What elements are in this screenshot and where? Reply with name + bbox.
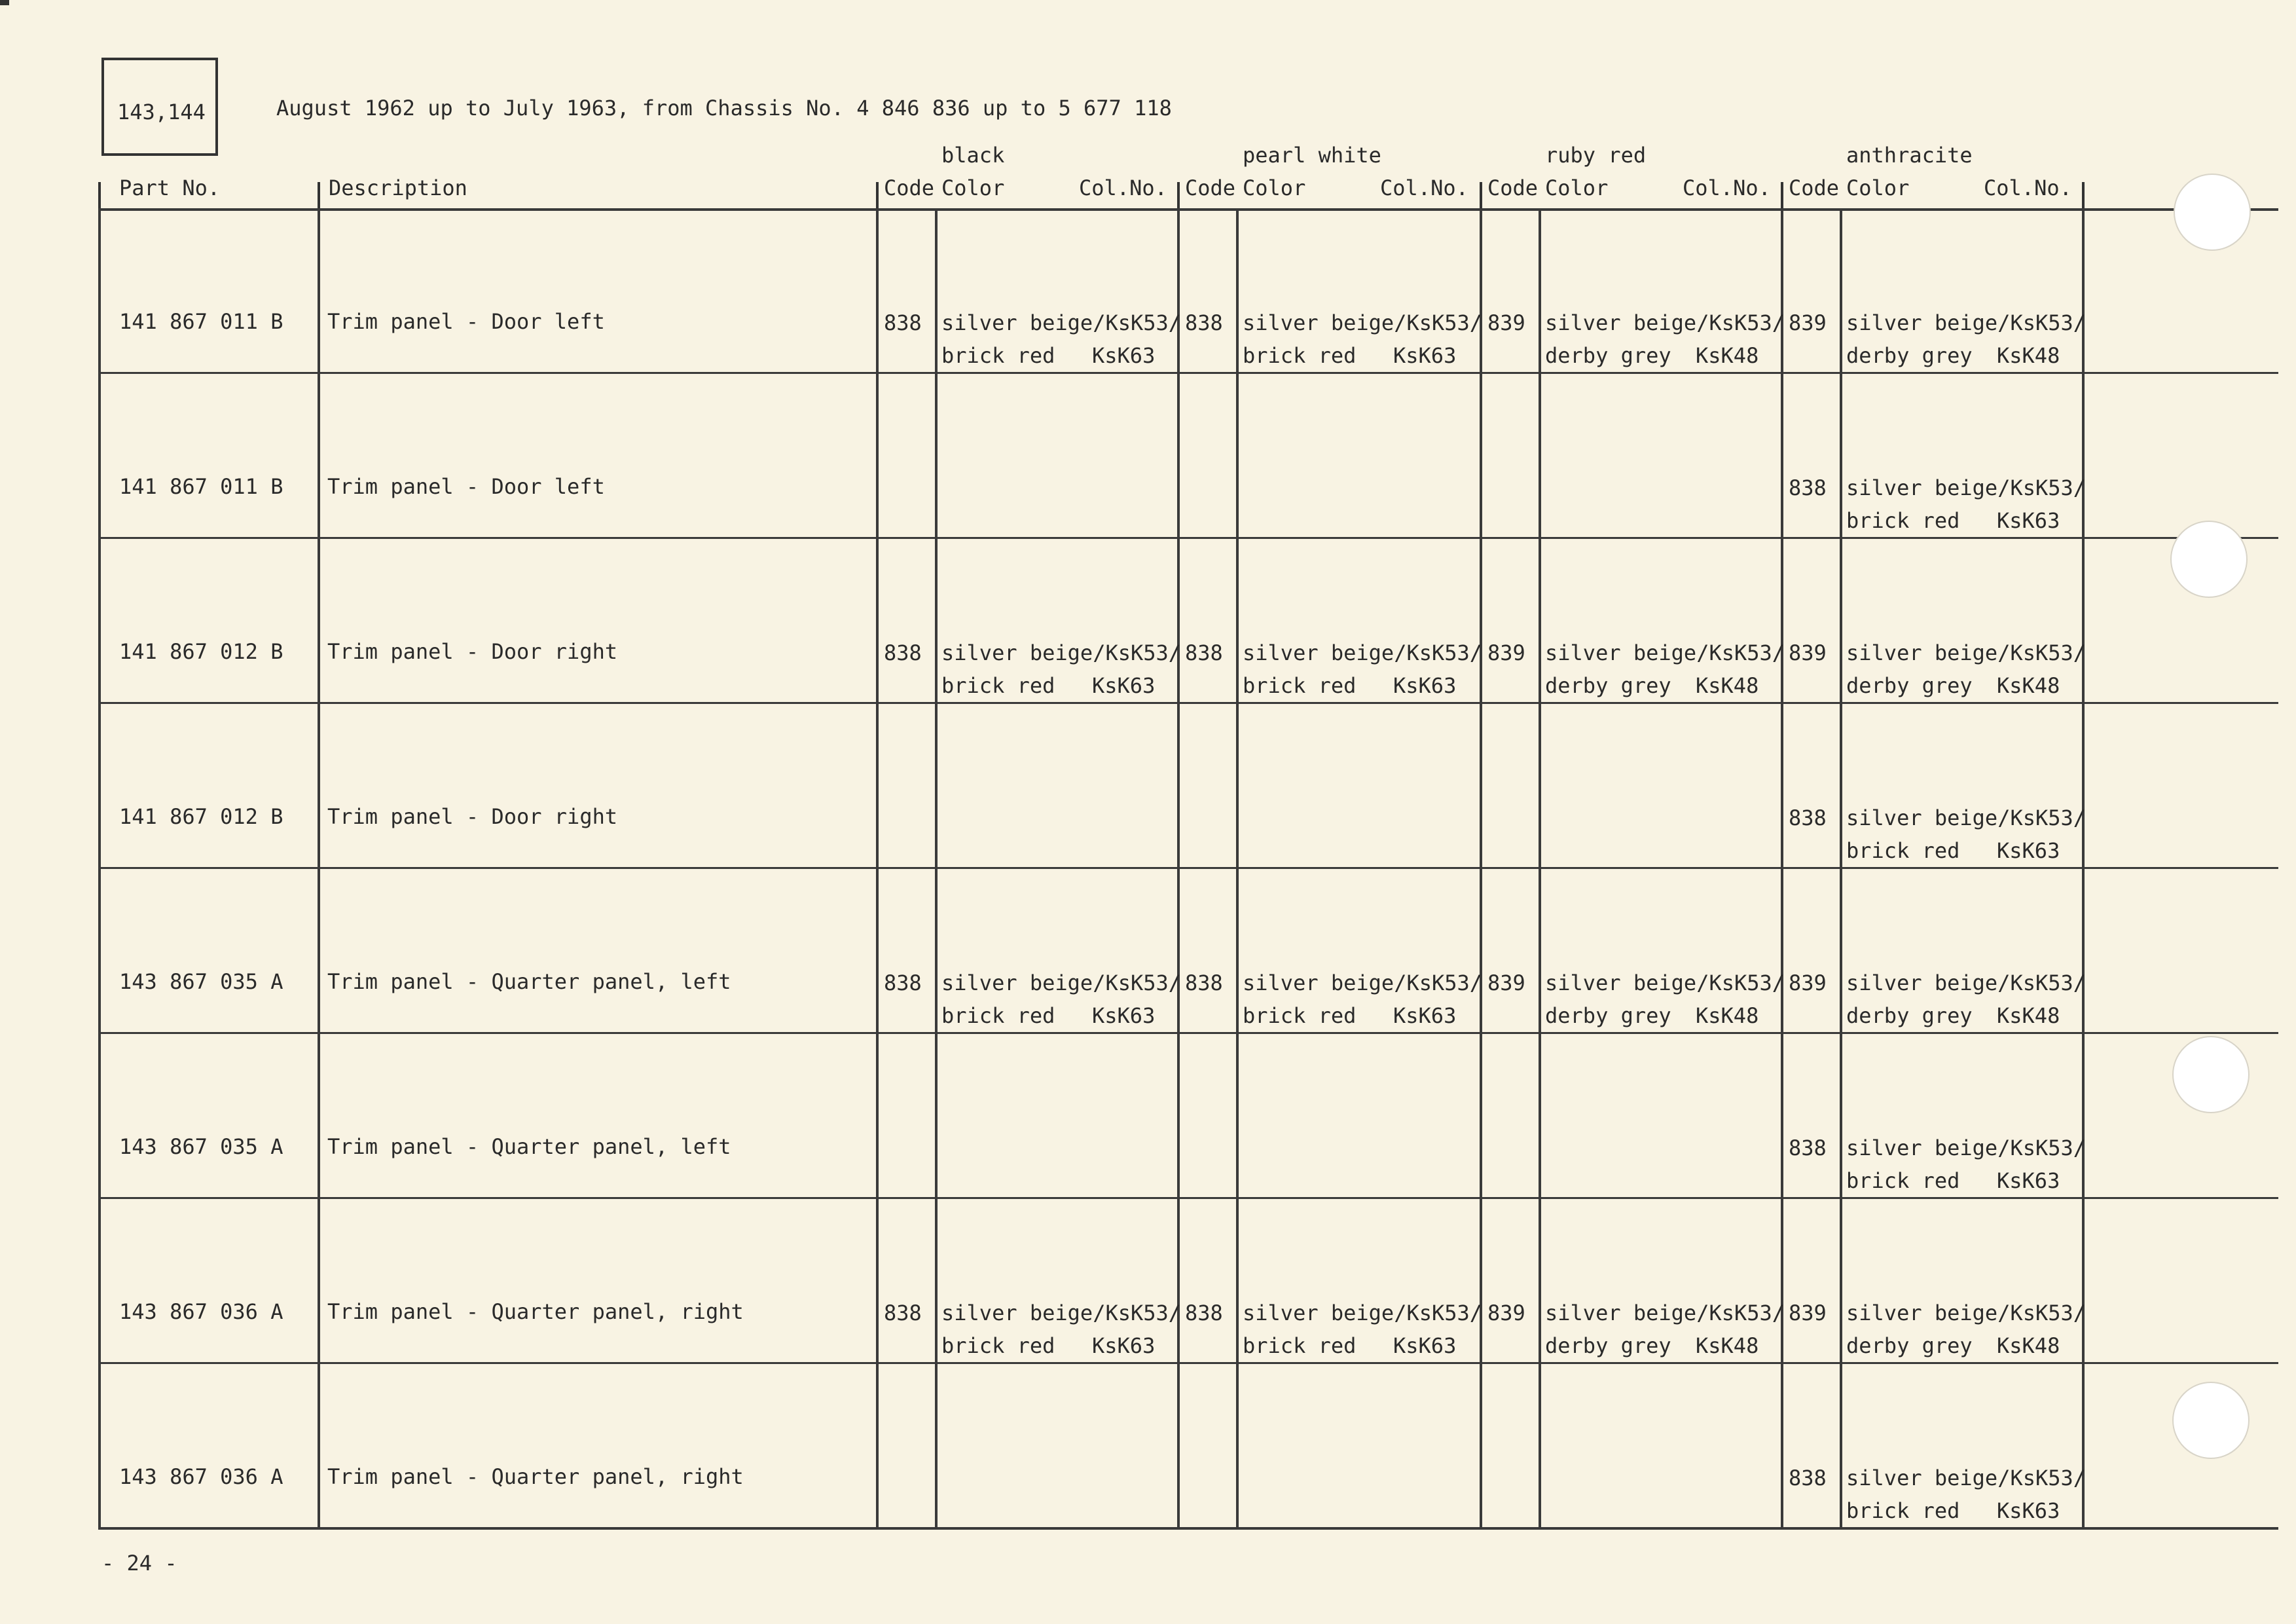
color-name-secondary: derby grey xyxy=(1846,343,1973,368)
color-line-2 xyxy=(1243,999,1482,1032)
color-line-1: silver beige/KsK53/ xyxy=(1846,970,2086,995)
column-divider xyxy=(98,208,101,1528)
color-line-1: silver beige/KsK53/ xyxy=(1243,1301,1483,1325)
part-description: Trim panel - Quarter panel, left xyxy=(327,1134,731,1159)
color-entry xyxy=(1846,802,2086,867)
color-code: 838 xyxy=(1789,475,1827,500)
color-line-2 xyxy=(1545,999,1785,1032)
color-line-1: silver beige/KsK53/ xyxy=(1243,640,1483,665)
color-name-secondary: brick red xyxy=(1243,1333,1357,1358)
header-color: Color xyxy=(1846,175,1910,200)
color-number: KsK48 xyxy=(1997,673,2060,698)
column-divider xyxy=(876,208,879,1528)
color-code: 838 xyxy=(1185,310,1223,335)
color-group-name: anthracite xyxy=(1846,143,1973,168)
color-name-secondary: brick red xyxy=(1846,1498,1960,1523)
color-name-secondary: derby grey xyxy=(1545,1333,1671,1358)
color-line-1: silver beige/KsK53/ xyxy=(1545,970,1785,995)
color-code: 839 xyxy=(1487,640,1525,665)
color-name-secondary: derby grey xyxy=(1545,673,1671,698)
color-number: KsK63 xyxy=(1997,838,2060,863)
color-line-2 xyxy=(1846,504,2086,537)
header-col-no: Col.No. xyxy=(1683,175,1771,200)
header-code: Code xyxy=(1487,175,1539,200)
color-name-secondary: derby grey xyxy=(1846,1003,1973,1028)
color-number: KsK48 xyxy=(1997,1333,2060,1358)
header-tick xyxy=(318,182,320,208)
color-entry xyxy=(1545,637,1785,702)
color-line-2 xyxy=(1243,1329,1482,1362)
color-entry xyxy=(1846,967,2086,1032)
color-line-1: silver beige/KsK53/ xyxy=(1846,1135,2086,1160)
color-code: 838 xyxy=(884,970,922,995)
color-entry xyxy=(1846,1462,2086,1527)
color-name-secondary: brick red xyxy=(1243,673,1357,698)
color-entry xyxy=(941,306,1181,372)
column-divider xyxy=(1236,208,1239,1528)
row-divider xyxy=(98,537,2278,539)
binder-hole-4 xyxy=(2172,1382,2250,1459)
color-group-name: ruby red xyxy=(1545,143,1647,168)
color-entry xyxy=(1846,637,2086,702)
color-entry xyxy=(1243,967,1482,1032)
color-line-1: silver beige/KsK53/ xyxy=(1243,310,1483,335)
header-color: Color xyxy=(1545,175,1609,200)
color-line-1: silver beige/KsK53/ xyxy=(1846,1466,2086,1490)
color-number: KsK63 xyxy=(1393,673,1457,698)
row-divider xyxy=(98,702,2278,704)
color-code: 839 xyxy=(1487,970,1525,995)
part-number: 143 867 035 A xyxy=(119,1134,283,1159)
color-name-secondary: derby grey xyxy=(1545,1003,1671,1028)
part-description: Trim panel - Door left xyxy=(327,309,605,334)
column-divider xyxy=(935,208,938,1528)
color-name-secondary: derby grey xyxy=(1846,673,1973,698)
color-line-2 xyxy=(1846,669,2086,702)
color-line-1: silver beige/KsK53/ xyxy=(941,1301,1182,1325)
color-code: 838 xyxy=(1789,805,1827,830)
header-tick xyxy=(1781,182,1783,208)
color-number: KsK63 xyxy=(1393,1003,1457,1028)
row-divider xyxy=(98,372,2278,374)
color-code: 839 xyxy=(1487,1301,1525,1325)
color-line-1: silver beige/KsK53/ xyxy=(1846,310,2086,335)
color-line-2 xyxy=(1846,1494,2086,1527)
color-line-2 xyxy=(1846,339,2086,372)
color-code: 839 xyxy=(1789,1301,1827,1325)
part-description: Trim panel - Door right xyxy=(327,804,618,829)
color-line-1: silver beige/KsK53/ xyxy=(941,640,1182,665)
color-code: 839 xyxy=(1789,310,1827,335)
header-tick xyxy=(98,182,101,208)
page-number: - 24 - xyxy=(101,1551,177,1576)
color-number: KsK48 xyxy=(1696,1003,1759,1028)
color-line-1: silver beige/KsK53/ xyxy=(1846,475,2086,500)
color-line-2 xyxy=(1846,1329,2086,1362)
color-line-2 xyxy=(1846,999,2086,1032)
color-line-2 xyxy=(1846,1164,2086,1197)
part-number: 143 867 035 A xyxy=(119,969,283,994)
binder-hole-2 xyxy=(2170,521,2248,598)
color-line-1: silver beige/KsK53/ xyxy=(1545,310,1785,335)
row-divider xyxy=(98,1197,2278,1199)
color-number: KsK63 xyxy=(1997,508,2060,533)
color-line-1: silver beige/KsK53/ xyxy=(1846,1301,2086,1325)
part-number: 141 867 011 B xyxy=(119,474,283,499)
row-divider xyxy=(98,1527,2278,1530)
header-tick xyxy=(1480,182,1482,208)
color-number: KsK63 xyxy=(1092,343,1156,368)
model-number: 143,144 xyxy=(117,100,206,124)
binder-hole-3 xyxy=(2172,1036,2250,1113)
color-name-secondary: brick red xyxy=(1846,1168,1960,1193)
part-description: Trim panel - Door right xyxy=(327,639,618,664)
color-name-secondary: brick red xyxy=(1243,1003,1357,1028)
color-entry xyxy=(1846,1297,2086,1362)
color-number: KsK63 xyxy=(1997,1168,2060,1193)
binder-hole-1 xyxy=(2174,174,2251,251)
color-name-secondary: brick red xyxy=(1846,838,1960,863)
header-code: Code xyxy=(1185,175,1236,200)
color-name-secondary: derby grey xyxy=(1545,343,1671,368)
color-line-2 xyxy=(1846,834,2086,867)
color-code: 838 xyxy=(884,1301,922,1325)
color-name-secondary: brick red xyxy=(941,1333,1055,1358)
header-tick xyxy=(2082,182,2085,208)
color-line-1: silver beige/KsK53/ xyxy=(1846,640,2086,665)
color-line-1: silver beige/KsK53/ xyxy=(1243,970,1483,995)
color-line-2 xyxy=(1243,669,1482,702)
part-description: Trim panel - Quarter panel, right xyxy=(327,1299,744,1324)
column-divider xyxy=(1840,208,1842,1528)
color-entry xyxy=(1545,306,1785,372)
color-code: 838 xyxy=(884,640,922,665)
color-number: KsK48 xyxy=(1696,1333,1759,1358)
color-name-secondary: brick red xyxy=(1846,508,1960,533)
color-line-1: silver beige/KsK53/ xyxy=(941,310,1182,335)
header-col-no: Col.No. xyxy=(1380,175,1468,200)
color-code: 839 xyxy=(1789,970,1827,995)
part-number: 141 867 012 B xyxy=(119,804,283,829)
header-code: Code xyxy=(1789,175,1840,200)
color-code: 838 xyxy=(1185,970,1223,995)
part-description: Trim panel - Quarter panel, right xyxy=(327,1464,744,1489)
header-description: Description xyxy=(329,175,467,200)
header-col-no: Col.No. xyxy=(1079,175,1167,200)
model-number-box xyxy=(101,58,218,156)
color-entry xyxy=(1545,967,1785,1032)
color-line-2 xyxy=(941,339,1181,372)
color-entry xyxy=(1243,1297,1482,1362)
color-number: KsK63 xyxy=(1092,1333,1156,1358)
color-line-2 xyxy=(1545,1329,1785,1362)
color-entry xyxy=(1846,306,2086,372)
color-entry xyxy=(941,967,1181,1032)
corner-mark xyxy=(0,0,9,5)
color-number: KsK63 xyxy=(1393,343,1457,368)
color-code: 838 xyxy=(1185,640,1223,665)
header-part-no: Part No. xyxy=(119,175,221,200)
color-number: KsK48 xyxy=(1696,343,1759,368)
header-color: Color xyxy=(1243,175,1306,200)
row-divider xyxy=(98,208,2278,211)
color-entry xyxy=(941,1297,1181,1362)
part-description: Trim panel - Door left xyxy=(327,474,605,499)
header-col-no: Col.No. xyxy=(1984,175,2072,200)
color-number: KsK48 xyxy=(1696,673,1759,698)
color-line-2 xyxy=(1545,339,1785,372)
color-entry xyxy=(1243,637,1482,702)
row-divider xyxy=(98,1032,2278,1034)
column-divider xyxy=(318,208,320,1528)
color-entry xyxy=(1846,1132,2086,1197)
color-code: 839 xyxy=(1789,640,1827,665)
color-code: 838 xyxy=(1789,1135,1827,1160)
validity-header: August 1962 up to July 1963, from Chassis No. 4 846 836 up to 5 677 118 xyxy=(276,96,1172,120)
color-entry xyxy=(1545,1297,1785,1362)
color-line-1: silver beige/KsK53/ xyxy=(941,970,1182,995)
color-number: KsK63 xyxy=(1393,1333,1457,1358)
color-code: 838 xyxy=(1789,1466,1827,1490)
color-line-2 xyxy=(1545,669,1785,702)
color-name-secondary: brick red xyxy=(1243,343,1357,368)
color-code: 839 xyxy=(1487,310,1525,335)
color-line-1: silver beige/KsK53/ xyxy=(1846,805,2086,830)
row-divider xyxy=(98,1362,2278,1364)
color-number: KsK63 xyxy=(1092,673,1156,698)
color-group-name: black xyxy=(941,143,1005,168)
part-number: 143 867 036 A xyxy=(119,1299,283,1324)
color-line-1: silver beige/KsK53/ xyxy=(1545,640,1785,665)
color-code: 838 xyxy=(884,310,922,335)
color-entry xyxy=(1846,471,2086,537)
color-line-2 xyxy=(941,669,1181,702)
color-name-secondary: brick red xyxy=(941,673,1055,698)
color-line-2 xyxy=(1243,339,1482,372)
color-number: KsK48 xyxy=(1997,1003,2060,1028)
color-name-secondary: derby grey xyxy=(1846,1333,1973,1358)
color-entry xyxy=(1243,306,1482,372)
color-code: 838 xyxy=(1185,1301,1223,1325)
part-number: 141 867 012 B xyxy=(119,639,283,664)
column-divider xyxy=(1539,208,1541,1528)
color-number: KsK63 xyxy=(1997,1498,2060,1523)
color-group-name: pearl white xyxy=(1243,143,1381,168)
color-number: KsK63 xyxy=(1092,1003,1156,1028)
color-line-1: silver beige/KsK53/ xyxy=(1545,1301,1785,1325)
color-line-2 xyxy=(941,1329,1181,1362)
part-number: 141 867 011 B xyxy=(119,309,283,334)
header-color: Color xyxy=(941,175,1005,200)
color-number: KsK48 xyxy=(1997,343,2060,368)
header-tick xyxy=(1177,182,1180,208)
color-entry xyxy=(941,637,1181,702)
row-divider xyxy=(98,867,2278,869)
part-number: 143 867 036 A xyxy=(119,1464,283,1489)
header-tick xyxy=(876,182,879,208)
color-name-secondary: brick red xyxy=(941,1003,1055,1028)
part-description: Trim panel - Quarter panel, left xyxy=(327,969,731,994)
color-name-secondary: brick red xyxy=(941,343,1055,368)
header-code: Code xyxy=(884,175,935,200)
color-line-2 xyxy=(941,999,1181,1032)
